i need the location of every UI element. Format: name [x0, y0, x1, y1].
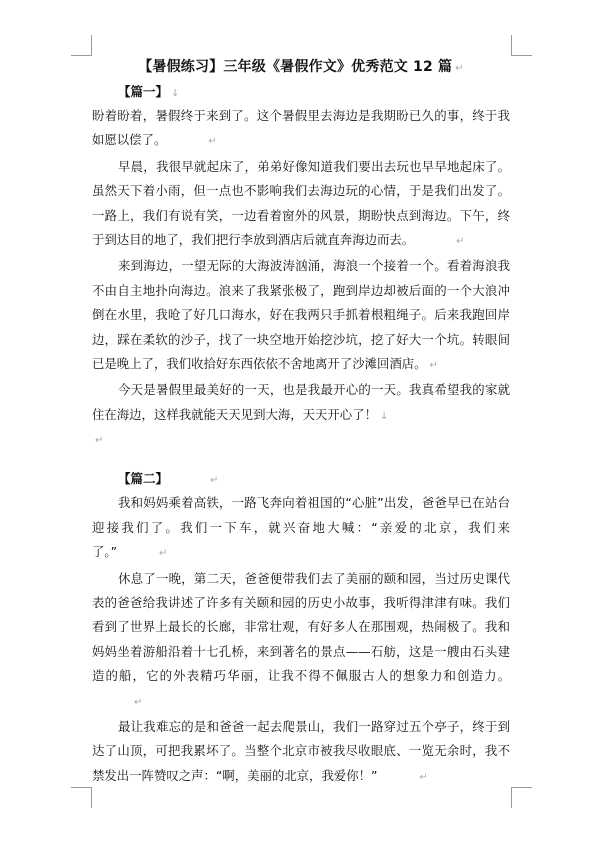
paragraph-mark-icon: ↵: [95, 435, 104, 447]
margin-corner-bottom-right: [511, 787, 532, 808]
paragraph-text: 我和妈妈乘着高铁，一路飞奔向着祖国的“心脏”出发，爸爸早已在站台迎接我们了。我们一下车，就兴奋地大喊：“亲爱的北京，我们来了。”: [92, 495, 510, 560]
line-break-mark-icon: ↓: [171, 88, 180, 99]
spacer: [92, 453, 510, 469]
margin-corner-bottom-left: [71, 787, 92, 808]
paragraph-mark-icon: ↵: [419, 771, 428, 783]
document-body: [92, 56, 510, 790]
document-title-text: 【暑假练习】三年级《暑假作文》优秀范文 12 篇: [138, 59, 453, 75]
document-title: [92, 56, 510, 80]
margin-corner-top-right: [511, 35, 532, 56]
section-1-paragraph-3: [92, 254, 510, 378]
section-1-paragraph-4: [92, 378, 510, 429]
paragraph-mark-icon: ↵: [456, 236, 465, 248]
paragraph-text: 来到海边，一望无际的大海波涛汹涌，海浪一个接着一个。看着海浪我不由自主地扑向海边。浪来了我紧张极了，跑到岸边却被后面的一个大浪冲倒在水里，我呛了好几口海水，好在我两只手抓着根粗绳子。后来我跑回岸边，踩在柔软的沙子，找了一块空地开始挖沙坑，挖了好大一个坑。转眼间已是晚上了，我们收拾好东西依依不舍地离开了沙滩回酒店。: [92, 258, 510, 372]
paragraph-text: 盼着盼着，暑假终于来到了。这个暑假里去海边是我期盼已久的事，终于我如愿以偿了。: [92, 108, 510, 148]
paragraph-mark-icon: ↵: [134, 696, 143, 708]
paragraph-text: 最让我难忘的是和爸爸一起去爬景山，我们一路穿过五个亭子，终于到达了山顶，可把我累坏了。当整个北京市被我尽收眼底、一览无余时，我不禁发出一阵赞叹之声：“啊，美丽的北京，我爱你！”: [92, 718, 510, 783]
section-2-paragraph-3: [92, 715, 510, 790]
section-2-heading-text: 【篇二】: [118, 471, 169, 487]
section-1-heading: [92, 82, 510, 104]
section-1-paragraph-1: [92, 104, 510, 155]
section-2-paragraph-1: [92, 491, 510, 566]
paragraph-mark-icon: ↵: [208, 136, 217, 148]
paragraph-mark-icon: ↵: [159, 548, 168, 560]
paragraph-text: 早晨，我很早就起床了，弟弟好像知道我们要出去玩也早早地起床了。虽然天下着小雨，但一点也不影响我们去海边玩的心情，于是我们出发了。一路上，我们有说有笑，一边看着窗外的风景，期盼快点到海边。下午，终于到达目的地了，我们把行李放到酒店后就直奔海边而去。: [92, 158, 510, 248]
section-1-paragraph-2: [92, 155, 510, 255]
empty-paragraph: [92, 429, 510, 453]
section-2-heading: [92, 469, 510, 491]
section-2-paragraph-2: [92, 567, 510, 715]
paragraph-mark-icon: ↵: [429, 360, 438, 372]
paragraph-mark-icon: ↵: [455, 63, 464, 74]
margin-corner-top-left: [71, 35, 92, 56]
paragraph-text: 休息了一晚，第二天，爸爸便带我们去了美丽的颐和园，当过历史课代表的爸爸给我讲述了许多有关颐和园的历史小故事，我听得津津有味。我们看到了世界上最长的长廊，非常壮观，有好多人在那围观，热闹极了。我和妈妈坐着游船沿着十七孔桥，来到著名的景点——石舫，这是一艘由石头建造的船，它的外表精巧华丽，让我不得不佩服古人的想象力和创造力。: [92, 570, 510, 684]
line-break-mark-icon: ↓: [379, 410, 389, 422]
section-1-heading-text: 【篇一】: [118, 84, 169, 99]
paragraph-mark-icon: ↵: [210, 475, 219, 487]
paragraph-text: 今天是暑假里最美好的一天，也是我最开心的一天。我真希望我的家就住在海边，这样我就能天天见到大海，天天开心了！: [92, 382, 510, 422]
